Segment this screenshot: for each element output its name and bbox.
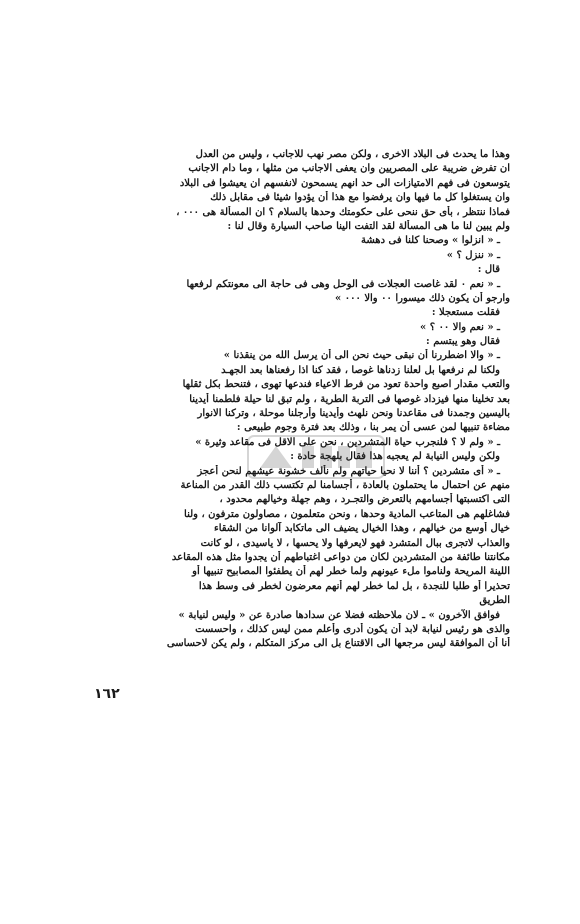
text-line: التى اكتسبتها أجسامهم بالتعرض والتجـرد ، وهم جهلة وخيالهم محدود ، xyxy=(219,494,510,506)
text-line: فقلت مستعجلا : xyxy=(431,307,500,319)
text-line: فماذا ننتظر ، بأى حق ننحى على حكومتك وحدها بالسلام ؟ ان المسألة هى ٠٠٠ ، xyxy=(176,206,510,218)
text-line: ـ « والا اضطررنا أن نبقى حيث نحن الى أن يرسل الله من ينقذنا » xyxy=(223,350,500,362)
text-line: فوافق الآخرون » ـ لان ملاحظته فضلا عن سدادها صادرة عن « وليس لنيابة » xyxy=(178,609,500,621)
page-number: ١٦٢ xyxy=(94,686,120,702)
text-line: بعد تخلينا منها فيزداد غوصها فى التربة الطرية ، ولم تبق لنا حيلة فلطمنا أيدينا xyxy=(189,393,510,405)
watermark-logo xyxy=(246,432,386,482)
text-line: والتعب مقدار اصبع واحدة تعود من فرط الاعياء فندعها تهوى ، فتنحط بكل ثقلها xyxy=(182,379,510,391)
text-line: ـ « ننزل ؟ » xyxy=(446,249,500,261)
text-line: وان يستغلوا كل ما فيها وان يرفضوا مع هذا أن يؤدوا شيئا فى مقابل ذلك xyxy=(210,192,510,204)
text-line: فشاغلهم هى المتاعب المادية وحدها ، ونحن متعلمون ، مصاولون مترفون ، ولنا xyxy=(184,508,510,520)
page-text xyxy=(90,148,510,668)
text-line: ـ « ولم لا ؟ فلنجرب حياة المتشردين ، نحن على الاقل فى مقاعد وثيرة » xyxy=(195,436,500,448)
text-line: منهم عن احتمال ما يحتملون بالعادة ، أجسامنا لم تكتسب ذلك القدر من المناعة xyxy=(180,479,510,491)
text-line: ـ « أى متشردين ؟ أننا لا نحيا حياتهم ولم نألف خشونة عيشهم لنحن أعجز xyxy=(197,465,500,477)
text-line: خيال أوسع من خيالهم ، وهذا الخيال يضيف الى ماتكابد آلوانا من الشقاء xyxy=(214,523,510,535)
text-line: ـ « نعم والا ٠٠ ؟ » xyxy=(420,321,500,333)
text-line: يتوسعون فى فهم الامتيازات الى حد انهم يسمحون لانفسهم ان يعيشوا فى البلاد xyxy=(179,177,510,189)
text-line: ولكنا لم نرفعها بل لعلنا زدناها غوصا ، فقد كنا اذا رفعناها بعد الجهـد xyxy=(221,364,500,376)
text-line: أنا أن الموافقة ليس مرجعها الى الاقتناع بل الى مركز المتكلم ، ولم يكن لاحساسى xyxy=(166,638,510,650)
text-line: وارجو أن يكون ذلك ميسورا ٠٠ والا ٠٠٠ » xyxy=(334,292,510,304)
text-line: ـ « نعم ٠ لقد غاصت العجلات فى الوحل وهى فى حاجة الى معونتكم لرفعها xyxy=(186,278,500,290)
text-line: قال : xyxy=(477,264,500,276)
text-line: ان تفرض ضريبة على المصريين وان يعفى الاجانب من مثلها ، وما دام الاجانب xyxy=(188,163,510,175)
text-line: فقال وهو يبتسم : xyxy=(426,336,500,348)
text-line: تحذيرا أو طلبا للنجدة ، بل لما خطر لهم أنهم معرضون لخطر فى وسط هذا xyxy=(198,580,510,592)
text-line: الطريق xyxy=(479,595,510,607)
text-line: مكانتنا طائفة من المتشردين لكان من دواعى اغتباطهم أن يجدوا مثل هذه المقاعد xyxy=(171,551,510,563)
text-line: ولكن وليس النيابة لم يعجبه هذا فقال بلهجة حادة : xyxy=(290,451,500,463)
text-line: وهذا ما يحدث فى البلاد الاخرى ، ولكن مصر نهب للاجانب ، وليس من العدل xyxy=(195,149,510,160)
text-line: اللينة المريحة ولناموا ملء عيونهم ولما خطر لهم أن يطفئوا المصابيح تنبيها أو xyxy=(192,566,510,578)
text-line: والذى هو رئيس لنيابة لابد أن يكون أدرى وأعلم ممن ليس كذلك ، واحسست xyxy=(195,623,510,635)
text-line: ـ « انزلوا » وصحنا كلنا فى دهشة xyxy=(361,235,500,247)
text-line: والعذاب لاتجرى ببال المتشرد فهو لايعرفها ولا يحسها ، لا ياسيدى ، لو كانت xyxy=(200,537,510,549)
text-line: مضاءة تنبيها لمن عسى أن يمر بنا ، وذلك بعد فترة وجوم طبيعى : xyxy=(236,422,510,434)
text-line: ولم يبين لنا ما هى المسألة لقد التفت الينا صاحب السيارة وقال لنا : xyxy=(227,220,510,232)
text-line: باليسين وجمدنا فى مقاعدنا ونحن نلهث وأيدينا وأرجلنا موحلة ، وتركنا الانوار xyxy=(197,408,510,420)
